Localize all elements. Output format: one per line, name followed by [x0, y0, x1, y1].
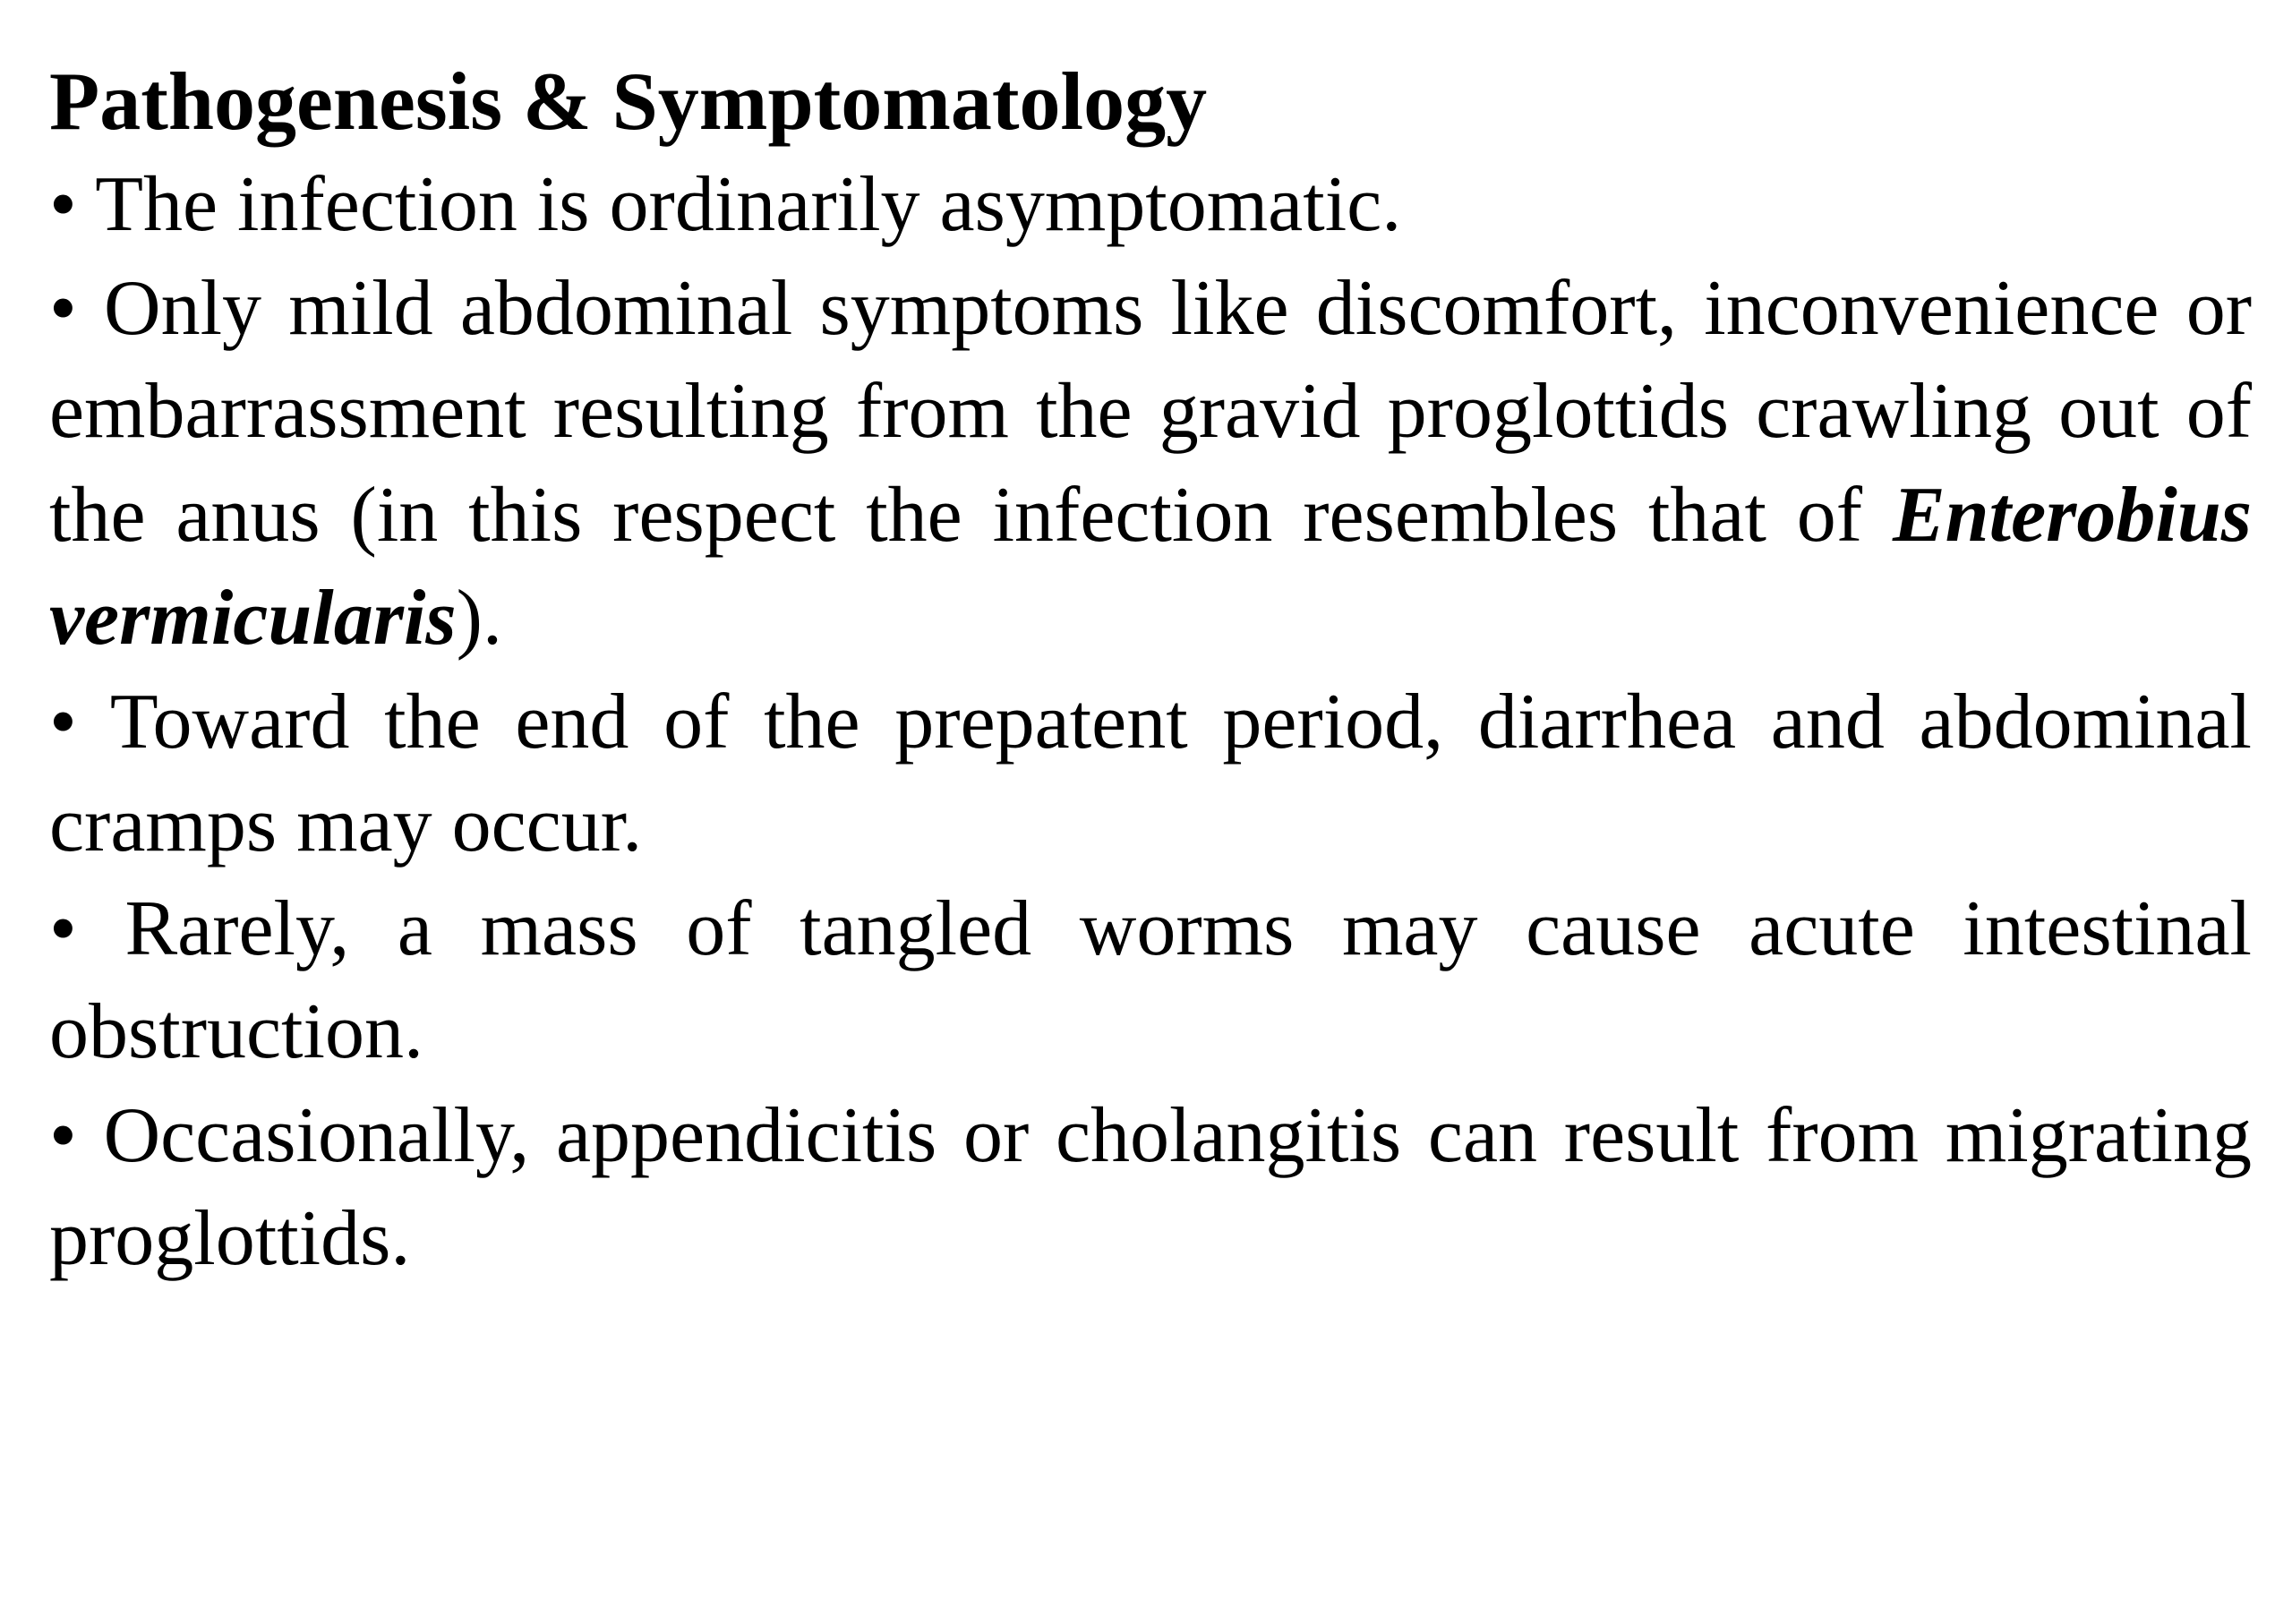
bullet-icon: • [49, 264, 77, 352]
bullet-text: Occasionally, appendicitis or cholangitis can result from migrating proglottids. [49, 1091, 2252, 1282]
bullet-text-closing: ). [456, 575, 502, 662]
slide-content [49, 49, 2252, 1291]
bullet-text: The infection is ordinarily asymptomatic. [95, 161, 1402, 248]
bullet-icon: • [49, 1091, 77, 1179]
bullet-text: Only mild abdominal symptoms like discomfort, inconvenience or embarrassment resulting from the gravid proglottids crawling out of the anus (in this respect the infection resembles that of [49, 264, 2252, 559]
bullet-item-1 [49, 153, 2252, 257]
bullet-icon: • [49, 885, 77, 972]
bullet-text: Rarely, a mass of tangled worms may cause acute intestinal obstruction. [49, 885, 2252, 1075]
bullet-item-3 [49, 671, 2252, 877]
bullet-item-4 [49, 877, 2252, 1084]
species-name: Enterobius vermicularis [49, 471, 2253, 662]
slide-heading: Pathogenesis & Symptomatology [49, 56, 1208, 147]
bullet-icon: • [49, 678, 77, 765]
bullet-item-5 [49, 1084, 2252, 1291]
bullet-text: Toward the end of the prepatent period, diarrhea and abdominal cramps may occur. [49, 678, 2252, 868]
bullet-item-2 [49, 257, 2252, 671]
bullet-list [49, 153, 2252, 1291]
bullet-icon: • [49, 161, 77, 248]
